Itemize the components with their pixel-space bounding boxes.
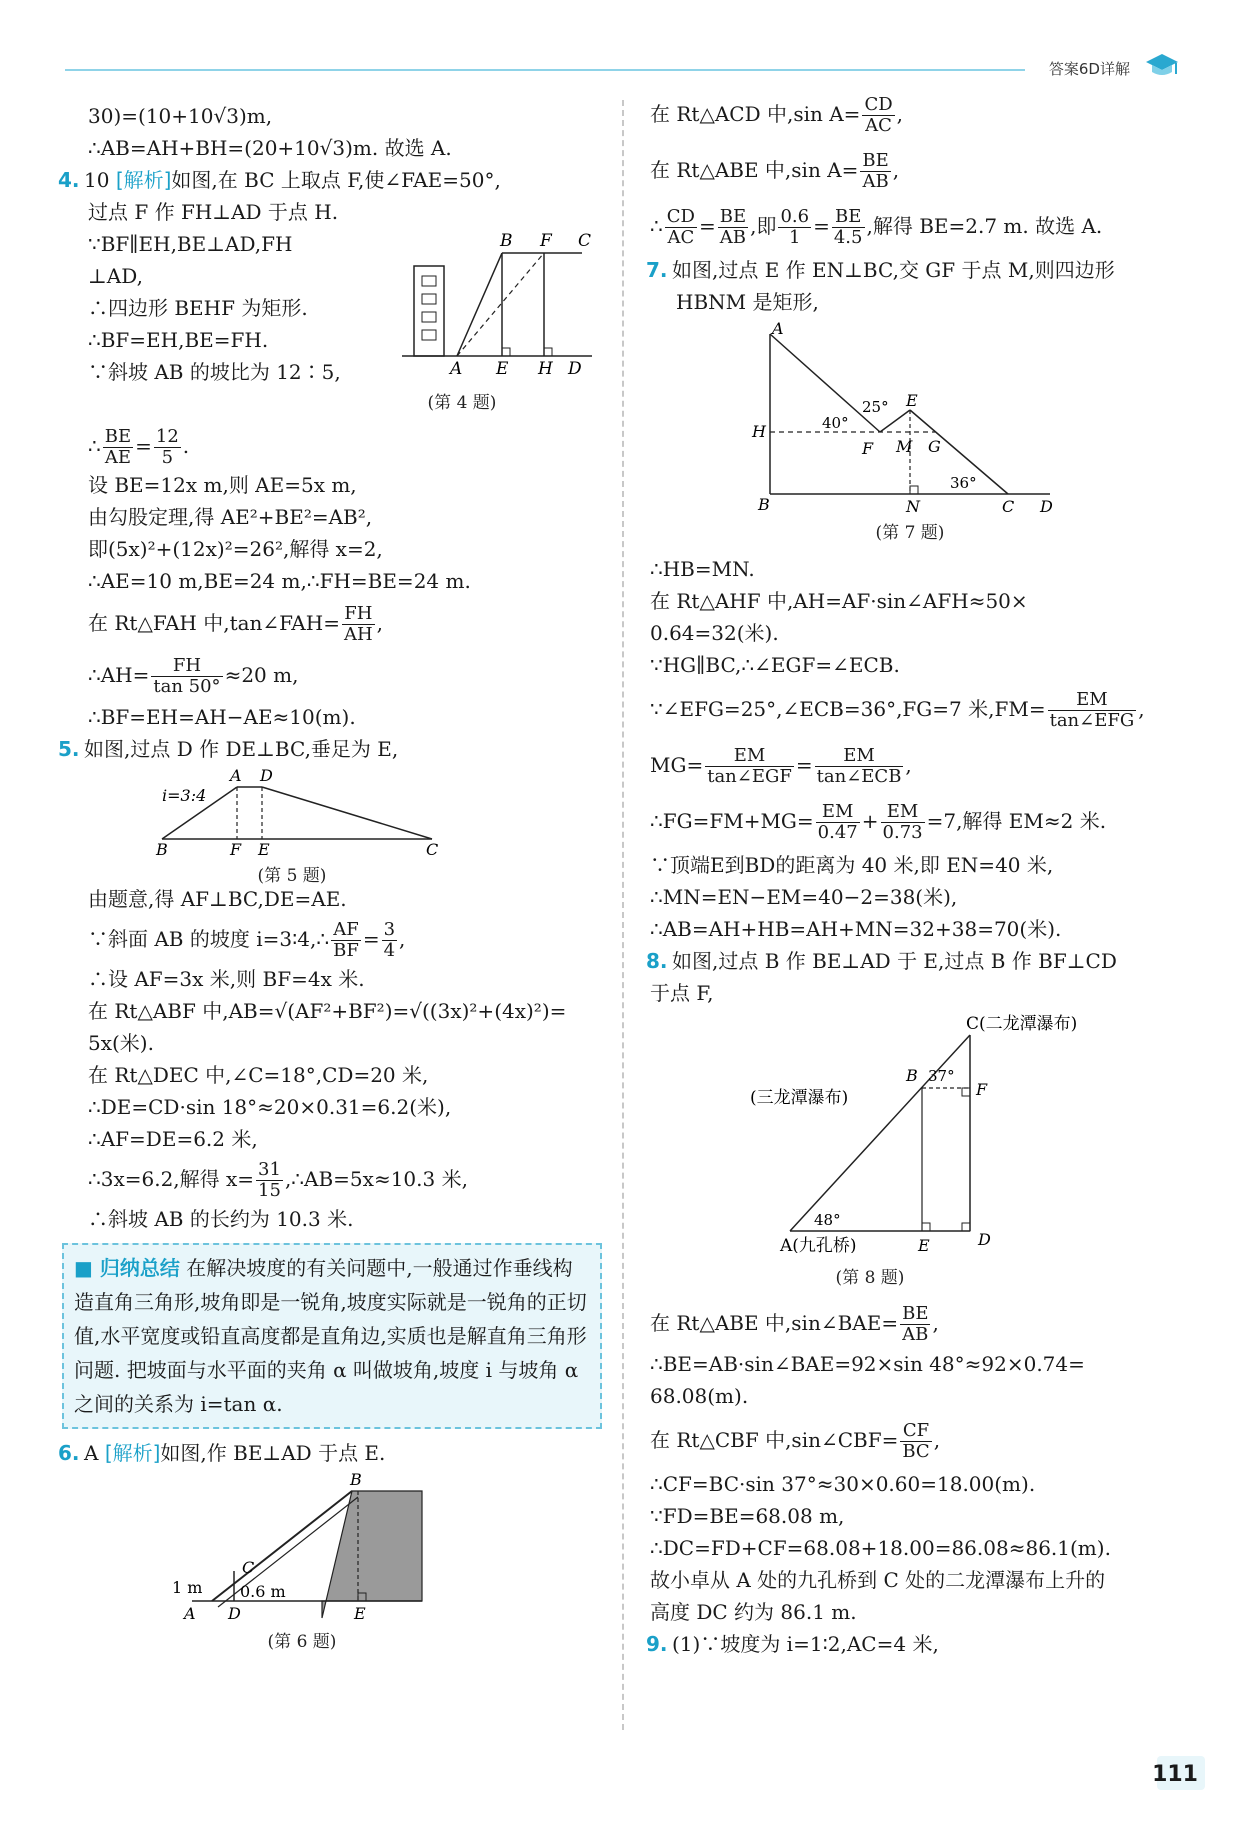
text-span: = [362,927,380,951]
text-line: ∵斜坡 AB 的坡比为 12∶5, [88,360,341,384]
text-span: ∴ [88,434,101,458]
header-rule [65,69,1025,71]
q8-sin1-line [650,1298,1180,1348]
label-f: F [230,840,242,857]
question-number: 8. [646,949,668,973]
q7-fm-line [650,681,1180,737]
figure-6 [62,1473,602,1658]
frac-top: BE [832,207,865,228]
frac-bottom: BC [902,1441,930,1462]
frac-top: 31 [258,1159,281,1180]
text-line: 设 BE=12x m,则 AE=5x m, [88,473,357,497]
text-span: , [376,611,384,635]
label-c: C [1002,497,1015,512]
question-5 [58,733,602,765]
text-span: 在 Rt△ABE 中,sin A= [650,158,859,182]
right-column [646,94,1180,1660]
text-span: ∵斜面 AB 的坡度 i=3∶4,∴ [88,927,330,951]
label-06m: 0.6 m [240,1582,286,1601]
q4-tan-line [62,597,602,649]
text-line: ⊥AD, [88,264,143,288]
q7-mg-line [650,737,1180,793]
text-line: ∴BF=EH,BE=FH. [88,328,269,352]
summary-box [62,1243,602,1429]
question-number: 5. [58,737,80,761]
text-line: 由勾股定理,得 AE²+BE²=AB², [88,505,373,529]
text-line: ∴四边形 BEHF 为矩形. [88,296,308,320]
text-span: = [813,214,830,238]
frac-bottom: BF [333,940,359,961]
text-span: , [892,158,900,182]
frac-bottom: 1 [789,227,801,248]
text-line: ∴AB=AH+HB=AH+MN=32+38=70(米). [650,917,1062,941]
frac-bottom: 4.5 [833,227,863,248]
text-span: ∵∠EFG=25°,∠ECB=36°,FG=7 米,FM= [650,697,1046,721]
label-b: B [906,1066,918,1085]
text-line: 在 Rt△ABF 中,AB=√(AF²+BF²)=√((3x)²+(4x)²)= [88,999,567,1023]
q5-solve-line [62,1155,602,1203]
frac-top: EM [815,746,904,767]
text-line: ∴斜坡 AB 的长约为 10.3 米. [88,1207,354,1231]
label-h: H [752,422,766,441]
figure-4-diagram [382,228,602,378]
label-c: C [242,1558,255,1577]
text-span: = [698,214,716,238]
frac-bottom: 4 [383,940,396,961]
label-a: A [184,1604,196,1623]
frac-top: 3 [383,919,396,940]
text-line: 如图,过点 E 作 EN⊥BC,交 GF 于点 M,则四边形 [672,258,1115,282]
text-span: + [861,809,879,833]
question-number: 7. [646,258,668,282]
answer: A [84,1441,99,1465]
text-span: , [399,927,406,951]
frac-bottom: AB [902,1324,929,1345]
frac-bottom: tan∠EGF [707,766,792,787]
label-f: F [540,231,552,251]
text-line: ∴BF=EH=AH−AE≈10(m). [88,705,356,729]
r1-line [650,86,1180,142]
r3-line [650,198,1180,254]
label-m: M [896,437,913,456]
frac-top: CD [666,206,695,227]
text-span: 在 Rt△ACD 中,sin A= [650,102,861,126]
graduation-cap-icon [1144,50,1180,80]
frac-top: EM [816,802,860,823]
figure-caption: (第 5 题) [257,866,327,886]
text-line: ∴AF=DE=6.2 米, [88,1127,258,1151]
figure-caption: (第 7 题) [875,523,945,543]
figure-caption: (第 4 题) [427,393,497,413]
label-1m: 1 m [172,1578,203,1597]
label-25: 25° [862,398,889,416]
column-divider [622,100,624,1730]
text-span: , [905,753,912,777]
summary-heading: ■ 归纳总结 [74,1256,180,1280]
text-span: ∴ [650,214,663,238]
text-span: , [896,102,904,126]
q4-frac-line [62,423,602,469]
label-d: D [978,1230,991,1249]
question-number: 6. [58,1441,80,1465]
frac-bottom: AH [343,624,373,645]
text-line: 在 Rt△AHF 中,AH=AF·sin∠AFH≈50× [650,589,1028,613]
frac-top: EM [1048,690,1137,711]
text-span: MG= [650,753,704,777]
text-span: = [795,753,813,777]
figure-5 [62,769,602,886]
text-line: HBNM 是矩形, [676,290,819,314]
r2-line [650,142,1180,198]
text-span: , [932,1311,939,1335]
text-span: ,∴AB=5x≈10.3 米, [284,1167,468,1191]
frac-bottom: AB [719,227,747,248]
text-span: 在 Rt△CBF 中,sin∠CBF= [650,1428,899,1452]
text-span: ,解得 BE=2.7 m. 故选 A. [866,214,1103,238]
label-three-falls: (三龙潭瀑布) [750,1088,849,1108]
label-e: E [496,359,509,378]
label-a: A(九孔桥) [780,1236,857,1253]
text-line: ∴设 AF=3x 米,则 BF=4x 米. [88,967,365,991]
text-line: (1)∵坡度为 i=1∶2,AC=4 米, [672,1632,939,1656]
label-37: 37° [928,1067,955,1085]
text-line: 0.64=32(米). [650,621,779,645]
question-number: 4. [58,168,80,192]
label-c: C [426,840,439,857]
text-line: 由题意,得 AF⊥BC,DE=AE. [88,887,347,911]
figure-7 [650,322,1180,549]
frac-bottom: tan 50° [153,676,221,697]
label-a: A [230,769,242,785]
text-span: ∴FG=FM+MG= [650,809,814,833]
label-g: G [928,437,941,456]
text-line: 如图,过点 D 作 DE⊥BC,垂足为 E, [84,737,399,761]
label-e: E [354,1604,366,1623]
q7-fg-line [650,793,1180,849]
q4-block [62,228,602,423]
label-n: N [906,497,920,512]
text-line: ∵顶端E到BD的距离为 40 米,即 EN=40 米, [650,853,1054,877]
figure-6-diagram [172,1473,432,1623]
frac-top: BE [862,150,889,171]
text-span: = [135,434,152,458]
text-line: ∴CF=BC·sin 37°≈30×0.60=18.00(m). [650,1472,1036,1496]
question-9 [646,1628,1180,1660]
label-d: D [260,769,273,785]
analysis-tag: [解析] [115,168,172,192]
label-d: D [568,359,582,378]
figure-7-diagram [750,322,1070,512]
label-h: H [538,359,553,378]
label-b: B [500,231,513,251]
frac-bottom: tan∠EFG [1049,710,1135,731]
label-b: B [758,495,770,512]
frac-bottom: AC [667,227,695,248]
text-line: ∵HG∥BC,∴∠EGF=∠ECB. [650,653,900,677]
answer: 10 [84,168,110,192]
figure-8-diagram [710,1013,1110,1253]
text-span: =7,解得 EM≈2 米. [926,809,1107,833]
label-40: 40° [822,414,849,432]
text-line: 于点 F, [650,981,714,1005]
frac-top: 0.6 [780,206,810,227]
figure-caption: (第 8 题) [835,1268,905,1288]
text-line: 如图,过点 B 作 BE⊥AD 于 E,过点 B 作 BF⊥CD [672,949,1117,973]
figure-4 [382,228,602,419]
question-4 [58,164,602,196]
page-number: 111 [1152,1762,1198,1787]
frac-top: 12 [155,426,179,447]
figure-caption: (第 6 题) [267,1632,337,1652]
text-line: 如图,在 BC 上取点 F,使∠FAE=50°, [171,168,501,192]
text-span: , [933,1428,941,1452]
text-line: ∴HB=MN. [650,557,755,581]
frac-bottom: 5 [161,447,174,468]
frac-bottom: 0.47 [817,822,858,843]
label-d: D [228,1604,241,1623]
text-span: 在 Rt△ABE 中,sin∠BAE= [650,1311,899,1335]
label-slope: i=3:4 [162,786,207,805]
q8-sin2-line [650,1412,1180,1468]
header-label: 答案6D详解 [1048,60,1130,78]
question-7 [646,254,1180,286]
frac-top: FH [151,656,222,677]
text-span: ∴AH= [88,663,150,687]
text-span: ∴3x=6.2,解得 x= [88,1167,255,1191]
figure-5-diagram [142,769,442,857]
frac-top: BE [104,426,132,447]
label-e: E [906,391,918,410]
label-a: A [772,322,784,338]
label-a: A [450,359,463,378]
text-line: ∴MN=EN−EM=40−2=38(米), [650,885,958,909]
q5-slope-line [62,915,602,963]
text-line: ∴AB=AH+BH=(20+10√3)m. 故选 A. [88,136,452,160]
label-f: F [976,1080,988,1099]
frac-bottom: tan∠ECB [816,766,902,787]
text-line: 即(5x)²+(12x)²=26²,解得 x=2, [88,537,383,561]
text-line: 过点 F 作 FH⊥AD 于点 H. [88,200,339,224]
text-line: ∵FD=BE=68.08 m, [650,1504,845,1528]
analysis-tag: [解析] [104,1441,161,1465]
frac-top: AF [331,920,361,941]
frac-top: BE [902,1303,929,1324]
text-span: 在 Rt△FAH 中,tan∠FAH= [88,611,340,635]
label-b: B [350,1473,362,1489]
label-36: 36° [950,474,977,492]
label-b: B [156,840,168,857]
frac-top: CF [900,1421,931,1442]
label-c: C(二龙潭瀑布) [966,1014,1078,1034]
text-line: ∴DC=FD+CF=68.08+18.00=86.08≈86.1(m). [650,1536,1111,1560]
question-8 [646,945,1180,977]
frac-bottom: AB [862,171,889,192]
text-line: 30)=(10+10√3)m, [88,104,273,128]
text-line: 68.08(m). [650,1384,749,1408]
text-span: , [1138,697,1145,721]
summary-text: 在解决坡度的有关问题中,一般通过作垂线构造直角三角形,坡角即是一锐角,坡度实际就是一锐角的正切值,水平宽度或铅直高度都是直角边,实质也是解直角三角形问题. 把坡面与水平面的夹角 α 叫做坡角,坡度 i 与坡角 α 之间的关系为 i=tan α. [74,1256,587,1416]
frac-bottom: AE [104,447,131,468]
q4-ah-line [62,649,602,701]
text-line: 高度 DC 约为 86.1 m. [650,1600,857,1624]
text-span: . [182,434,190,458]
frac-bottom: 0.73 [882,822,923,843]
text-line: 故小卓从 A 处的九孔桥到 C 处的二龙潭瀑布上升的 [650,1568,1106,1592]
text-line: ∴BE=AB·sin∠BAE=92×sin 48°≈92×0.74= [650,1352,1085,1376]
frac-bottom: AC [865,115,892,136]
text-line: 如图,作 BE⊥AD 于点 E. [160,1441,386,1465]
figure-8 [650,1013,1180,1294]
frac-top: CD [864,94,893,115]
text-span: ≈20 m, [224,663,299,687]
question-number: 9. [646,1632,668,1656]
label-f: F [862,439,874,458]
text-line: 在 Rt△DEC 中,∠C=18°,CD=20 米, [88,1063,429,1087]
text-line: 5x(米). [88,1031,154,1055]
label-c: C [578,231,592,251]
frac-top: BE [719,206,747,227]
label-e: E [918,1236,930,1253]
frac-bottom: 15 [258,1180,281,1201]
text-line: ∴AE=10 m,BE=24 m,∴FH=BE=24 m. [88,569,471,593]
frac-top: FH [342,604,375,625]
frac-top: EM [705,746,794,767]
label-48: 48° [814,1211,841,1229]
left-column [58,100,602,1662]
frac-top: EM [881,802,925,823]
label-d: D [1040,497,1053,512]
text-line: ∵BF∥EH,BE⊥AD,FH [88,232,293,256]
question-6 [58,1437,602,1469]
text-span: ,即 [750,214,777,238]
text-line: ∴DE=CD·sin 18°≈20×0.31=6.2(米), [88,1095,452,1119]
label-e: E [258,840,270,857]
